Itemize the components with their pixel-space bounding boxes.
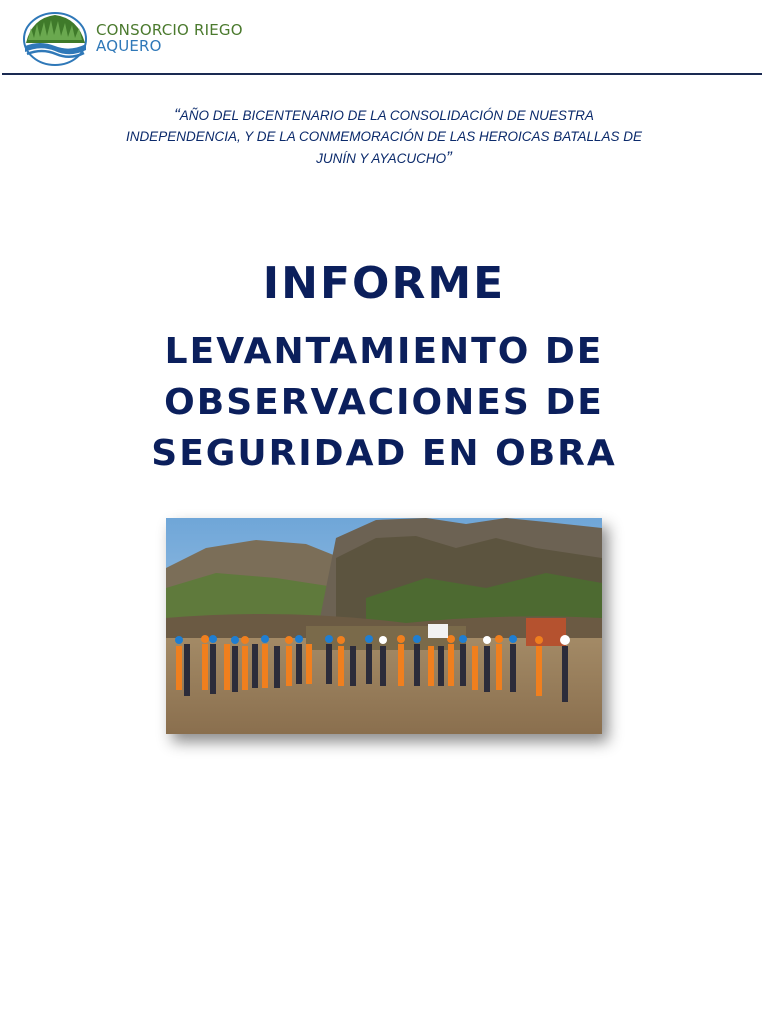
group-photo-image	[166, 518, 602, 734]
logo-line-2: AQUERO	[96, 37, 162, 55]
document-subtitle: LEVANTAMIENTO DE OBSERVACIONES DE SEGURIDAD EN OBRA	[151, 331, 617, 474]
year-motto	[120, 104, 648, 169]
document-title: INFORME	[262, 258, 506, 309]
motto-text: AÑO DEL BICENTENARIO DE LA CONSOLIDACIÓN DE NUESTRA INDEPENDENCIA, Y DE LA CONMEMORACIÓN DE LAS HEROICAS BATALLAS DE JUNÍN Y AYACUCHO	[125, 108, 643, 166]
logo-mark-icon	[22, 10, 92, 68]
motto-close-quote: ”	[446, 148, 452, 167]
header-divider	[2, 73, 762, 75]
cover-photo	[166, 518, 602, 734]
logo-wordmark	[96, 22, 243, 54]
logo-line-1: CONSORCIO RIEGO	[96, 21, 243, 39]
motto-open-quote: “	[174, 105, 180, 124]
company-logo	[22, 10, 282, 68]
page-header	[0, 0, 768, 76]
